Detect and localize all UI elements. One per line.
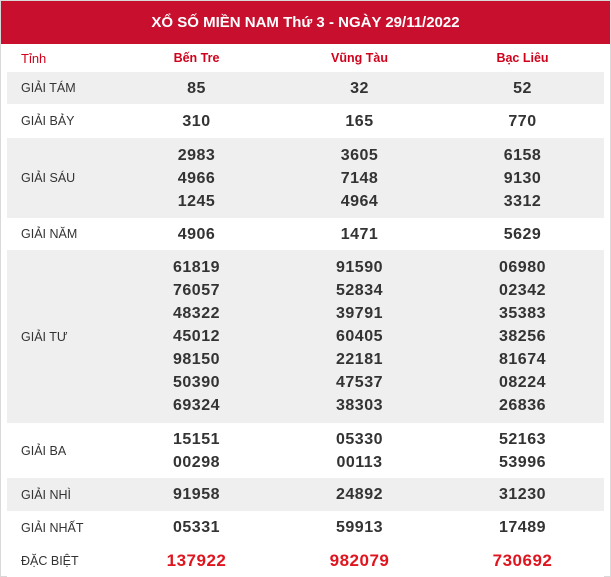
prize-number: 60405 xyxy=(336,328,383,345)
column-header-ben-tre: Bến Tre xyxy=(173,51,220,65)
prize-number: 165 xyxy=(345,112,374,130)
prize-number: 81674 xyxy=(499,351,546,368)
prize-number: 31230 xyxy=(499,486,546,503)
prize-cell-vung-tau xyxy=(278,511,441,544)
prize-cell-vung-tau xyxy=(278,104,441,138)
prize-number: 35383 xyxy=(499,305,546,322)
prize-cell-vung-tau xyxy=(278,544,441,577)
prize-row-giai-ba xyxy=(7,423,604,478)
prize-cell-ben-tre xyxy=(115,104,278,138)
prize-number: 7148 xyxy=(340,169,379,187)
prize-label: GIẢI TÁM xyxy=(21,81,76,95)
prize-number: 6158 xyxy=(503,146,542,164)
prize-number: 61819 xyxy=(173,259,220,276)
prize-cell-bac-lieu xyxy=(441,104,604,138)
prize-cell-ben-tre xyxy=(115,72,278,104)
prize-label: GIẢI NHÌ xyxy=(21,487,72,502)
prize-label: GIẢI SÁU xyxy=(21,171,76,185)
column-header-vung-tau: Vũng Tàu xyxy=(331,51,388,65)
prize-row-giai-bay xyxy=(7,104,604,138)
prize-number: 1245 xyxy=(177,192,216,210)
prize-number: 48322 xyxy=(173,305,220,322)
prize-number: 91958 xyxy=(173,486,220,503)
prize-number: 15151 xyxy=(173,430,220,448)
prize-number: 982079 xyxy=(329,551,390,570)
prize-label: GIẢI TƯ xyxy=(21,329,68,344)
results-table xyxy=(7,44,604,572)
prize-number: 770 xyxy=(508,112,537,130)
prize-number: 08224 xyxy=(499,374,546,391)
prize-cell-ben-tre xyxy=(115,423,278,478)
prize-number: 38303 xyxy=(336,397,383,414)
prize-number: 730692 xyxy=(492,551,553,570)
prize-label: GIẢI BẢY xyxy=(21,114,75,128)
prize-number: 9130 xyxy=(503,169,542,187)
prize-cell-vung-tau xyxy=(278,250,441,423)
prize-cell-bac-lieu xyxy=(441,423,604,478)
prize-number: 4964 xyxy=(340,192,379,210)
prize-cell-bac-lieu xyxy=(441,511,604,544)
prize-cell-bac-lieu xyxy=(441,138,604,218)
prize-number: 5629 xyxy=(503,225,542,243)
prize-label: GIẢI NHẤT xyxy=(21,520,84,535)
prize-number: 00298 xyxy=(173,453,220,471)
prize-number: 24892 xyxy=(336,486,383,503)
column-header-bac-lieu: Bạc Liêu xyxy=(496,51,549,65)
prize-cell-bac-lieu xyxy=(441,544,604,577)
prize-row-giai-nhat xyxy=(7,511,604,544)
table-header-row xyxy=(7,44,604,72)
prize-cell-bac-lieu xyxy=(441,478,604,511)
prize-cell-bac-lieu xyxy=(441,218,604,250)
prize-cell-ben-tre xyxy=(115,250,278,423)
prize-cell-vung-tau xyxy=(278,423,441,478)
prize-number: 39791 xyxy=(336,305,383,322)
prize-number: 137922 xyxy=(166,551,227,570)
prize-number: 26836 xyxy=(499,397,546,414)
prize-cell-vung-tau xyxy=(278,72,441,104)
prize-cell-vung-tau xyxy=(278,218,441,250)
prize-number: 4906 xyxy=(177,225,216,243)
prize-number: 53996 xyxy=(499,453,546,471)
prize-cell-ben-tre xyxy=(115,478,278,511)
prize-number: 32 xyxy=(350,79,369,97)
prize-number: 2983 xyxy=(177,146,216,164)
prize-number: 22181 xyxy=(336,351,383,368)
prize-cell-bac-lieu xyxy=(441,72,604,104)
prize-number: 52834 xyxy=(336,282,383,299)
prize-number: 3312 xyxy=(503,192,542,210)
prize-number: 59913 xyxy=(336,519,383,536)
prize-number: 05331 xyxy=(173,519,220,536)
prize-row-giai-sau xyxy=(7,138,604,218)
prize-cell-bac-lieu xyxy=(441,250,604,423)
prize-number: 52163 xyxy=(499,430,546,448)
prize-number: 76057 xyxy=(173,282,220,299)
prize-cell-vung-tau xyxy=(278,478,441,511)
prize-cell-ben-tre xyxy=(115,138,278,218)
prize-cell-vung-tau xyxy=(278,138,441,218)
prize-number: 85 xyxy=(187,79,206,97)
prize-number: 91590 xyxy=(336,259,383,276)
results-title: XỔ SỐ MIỀN NAM Thứ 3 - NGÀY 29/11/2022 xyxy=(1,1,610,44)
prize-label: GIẢI NĂM xyxy=(21,227,78,241)
prize-number: 38256 xyxy=(499,328,546,345)
prize-label: GIẢI BA xyxy=(21,443,67,458)
prize-number: 45012 xyxy=(173,328,220,345)
prize-cell-ben-tre xyxy=(115,511,278,544)
prize-number: 98150 xyxy=(173,351,220,368)
prize-number: 4966 xyxy=(177,169,216,187)
column-header-province-label: Tỉnh xyxy=(21,50,47,66)
prize-cell-ben-tre xyxy=(115,218,278,250)
prize-number: 00113 xyxy=(336,453,383,471)
prize-cell-ben-tre xyxy=(115,544,278,577)
prize-number: 06980 xyxy=(499,259,546,276)
prize-label: ĐẶC BIỆT xyxy=(21,553,79,568)
prize-row-giai-nhi xyxy=(7,478,604,511)
prize-number: 17489 xyxy=(499,519,546,536)
prize-number: 02342 xyxy=(499,282,546,299)
prize-number: 1471 xyxy=(340,225,379,243)
prize-number: 69324 xyxy=(173,397,220,414)
prize-row-giai-tu xyxy=(7,250,604,423)
prize-number: 05330 xyxy=(336,430,383,448)
prize-number: 47537 xyxy=(336,374,383,391)
prize-row-giai-nam xyxy=(7,218,604,250)
prize-number: 310 xyxy=(182,112,211,130)
prize-number: 50390 xyxy=(173,374,220,391)
prize-number: 52 xyxy=(513,79,532,97)
prize-row-dac-biet xyxy=(7,544,604,577)
prize-row-giai-tam xyxy=(7,72,604,104)
prize-number: 3605 xyxy=(340,146,379,164)
